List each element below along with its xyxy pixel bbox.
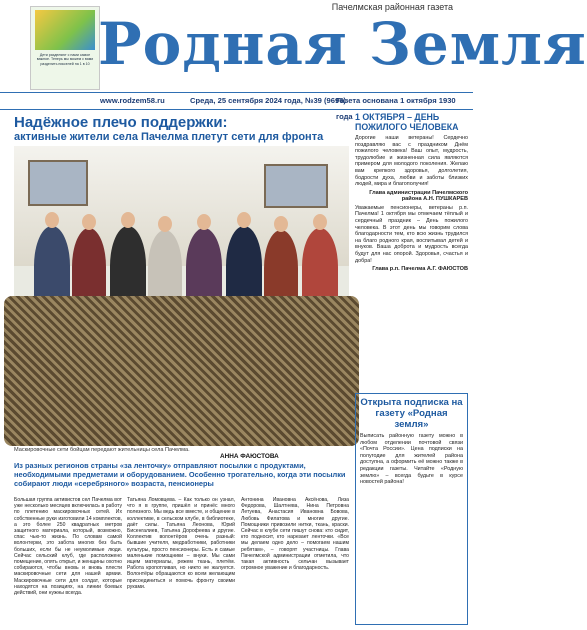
promo-banner[interactable] [30, 6, 100, 90]
founded-date: Газета основана 1 октября 1930 года [336, 96, 456, 121]
sidebar-heading: 1 ОКТЯБРЯ – ДЕНЬ ПОЖИЛОГО ЧЕЛОВЕКА [355, 112, 459, 132]
promo-image [35, 10, 95, 50]
article-lead: Из разных регионов страны «за ленточку» отправляют посылки с продуктами, необходимыми предметами и оборудованием. Особенно трогательно, когда эти посылки собирают люди «серебряного» возраста, пенсионеры [14, 461, 346, 488]
article-column: Большая группа активистов сел Пачелма вот уже несколько месяцев включилась в работу по плетению маскировочных сетей. Их собственные руки изготовили 14 комплектов, а это более 250 квадратных метров защитного материала, который, возможно, спас чью-то жизнь. По словам самой волонтерки, это забота многих без быть больших, если бы не неумолимые люди. Сейчас сельский клуб, где расположено помещение, опять открыт, и женщины охотно собираются, чтобы вновь и вновь плести маскировочные сети для нашей армии. Маскировочные сети для солдат, которые находятся на позициях, на линии боевых действий, они нужны всегда. [14, 497, 122, 597]
sidebar-greeting: Дорогие наши ветераны! Сердечно поздравляю вас с праздником Днём пожилого человека! Ваш опыт, мудрость, трудолюбие и жизненная сила являются примером для молодого поколения. Желаю вам крепкого здоровья, долголетия, бодрости духа, любви и заботы близких людей, мира и благополучия! [355, 135, 468, 188]
masthead [0, 0, 587, 121]
article-column: Татьяна Ломовцева. – Как только он узнал, что я в группе, пришёл и принёс много полезного. Мы ведь все вместе, и общение в коллективе, в сельском клубе, в библиотеке, даёт силы. Татьяна Леонова, Юрий Бисенгалиев, Татьяна Дорофеева и другие. Коллектив волонтёров очень разный: бывшие учителя, медработники, работники культуры, просто пенсионеры. Есть и самые маленькие помощники – внуки. Мы сами ищем материалы, режем ткань, плетём. Работа кропотливая, но никто не жалуется. Волонтёры обращаются ко всем желающим присоединиться и помочь фронту своими руками. [127, 497, 235, 590]
subscription-box [355, 393, 468, 625]
main-photo [14, 146, 349, 446]
website-link[interactable]: www.rodzem58.ru [100, 96, 165, 105]
camouflage-net [4, 296, 359, 446]
wall-picture [264, 164, 328, 208]
subscription-text: Выписать районную газету можно в любом отделении почтовой связи «Почта России». Цена подписки на полугодие для жителей района доступна, а оформить её можно также в редакции газеты. Читайте «Родную землю» – всегда будьте в курсе новостей района! [360, 433, 463, 486]
subscription-title: Открыта подписка на газету «Родная земля» [360, 397, 463, 430]
main-subhead: активные жители села Пачелма плетут сети для фронта [14, 131, 324, 143]
promo-text: Дети разделяют с нами самое важное. Теперь мы можем с вами разделить пикселей на 1 в 10 [36, 53, 94, 66]
newspaper-title: Родная Земля [98, 10, 587, 78]
issue-date: Среда, 25 сентября 2024 года, №39 (9696) [190, 96, 346, 105]
sidebar-signature-2: Глава р.п. Пачелма А.Г. ФАЮСТОВ [372, 266, 468, 273]
wall-picture [28, 160, 88, 206]
newspaper-region: Пачелмская районная газета [331, 2, 453, 12]
sidebar-greetings [355, 112, 468, 272]
sidebar-signature: Глава администрации Пачелмского района А.Н. ПУШКАРЕВ [369, 189, 468, 202]
main-headline: Надёжное плечо поддержки: [14, 114, 228, 131]
article-author: АННА ФАЮСТОВА [220, 453, 279, 460]
photo-caption: Маскировочные сети бойцам передают жительницы села Пачелма. [14, 447, 190, 453]
sidebar-greeting-2: Уважаемые пенсионеры, ветераны р.п. Пачелма! 1 октября мы отмечаем тёплый и сердечный праздник – День пожилого человека. В этот день мы говорим слова благодарности тем, кто всю жизнь трудился на благо родного края, воспитывал детей и внуков. Ваша доброта и мудрость всегда будут для нас опорой. Здоровья, счастья и добра! [355, 204, 468, 264]
article-column: Антонина Ивановна Аксёнова, Лиза Федорова, Шалтнева, Нина Петровна Летуева, Анастасия Ивановна Бовова, Любовь Филатова и многие другие. Помощники привозили нитки, ткань, краски. Сейчас в клубе сети пишут снова: кто сидит, кто подносит, кто нарезает ленточки. «Все мы делаем одно дело – помогаем нашим ребятам», – говорят участницы. Глава Пачелмской администрации отметила, что такая активность сельчан вызывает огромное уважение и благодарность. [241, 497, 349, 572]
masthead-info-bar [0, 92, 473, 121]
